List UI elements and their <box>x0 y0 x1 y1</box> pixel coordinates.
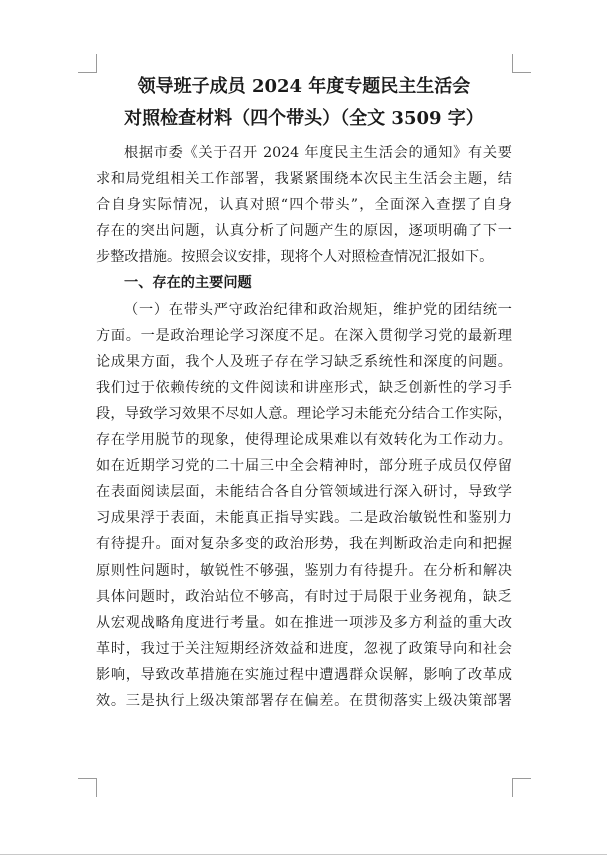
document-title-line-1: 领导班子成员 2024 年度专题民主生活会 <box>137 76 471 97</box>
body-line: 论成果方面，我个人及班子存在学习缺乏系统性和深度的问题。 <box>96 353 512 370</box>
body-line: 方面。一是政治理论学习深度不足。在深入贯彻学习党的最新理 <box>96 327 512 344</box>
body-line: 在表面阅读层面，未能结合各自分管领域进行深入研讨，导致学 <box>96 484 512 501</box>
body-line: 习成果浮于表面，未能真正指导实践。二是政治敏锐性和鉴别力 <box>96 510 512 527</box>
margin-corner-mark-bottom-left <box>78 778 97 797</box>
body-line: 原则性问题时，敏锐性不够强，鉴别力有待提升。在分析和解决 <box>96 562 512 579</box>
body-line: 革时，我过于关注短期经济效益和进度，忽视了政策导向和社会 <box>96 640 512 657</box>
body-line: 具体问题时，政治站位不够高，有时过于局限于业务视角，缺乏 <box>96 588 512 605</box>
body-line: 存在的突出问题，认真分析了问题产生的原因，逐项明确了下一 <box>96 223 512 240</box>
body-line: 效。三是执行上级决策部署存在偏差。在贯彻落实上级决策部署 <box>96 692 512 709</box>
section-heading: 一、存在的主要问题 <box>124 275 252 292</box>
document-body <box>96 140 512 714</box>
body-line: 有待提升。面对复杂多变的政治形势，我在判断政治走向和把握 <box>96 536 512 553</box>
body-line: 影响，导致改革措施在实施过程中遭遇群众误解，影响了改革成 <box>96 666 512 683</box>
margin-corner-mark-top-left <box>78 54 97 73</box>
body-line: 存在学用脱节的现象，使得理论成果难以有效转化为工作动力。 <box>96 432 512 449</box>
body-line: 段，导致学习效果不尽如人意。理论学习未能充分结合工作实际， <box>96 405 512 422</box>
body-line: 合自身实际情况，认真对照“四个带头”，全面深入查摆了自身 <box>96 197 512 214</box>
margin-corner-mark-top-right <box>512 54 531 73</box>
document-title-line-2: 对照检查材料（四个带头）（全文 3509 字） <box>124 108 484 129</box>
body-line: （一）在带头严守政治纪律和政治规矩，维护党的团结统一 <box>124 301 512 318</box>
body-line: 如在近期学习党的二十届三中全会精神时，部分班子成员仅停留 <box>96 458 512 475</box>
body-line: 步整改措施。按照会议安排，现将个人对照检查情况汇报如下。 <box>96 249 494 266</box>
margin-corner-mark-bottom-right <box>512 778 531 797</box>
body-line: 我们过于依赖传统的文件阅读和讲座形式，缺乏创新性的学习手 <box>96 379 512 396</box>
body-line: 根据市委《关于召开 2024 年度民主生活会的通知》有关要 <box>124 145 512 161</box>
body-line: 从宏观战略角度进行考量。如在推进一项涉及多方利益的重大改 <box>96 614 512 631</box>
body-line: 求和局党组相关工作部署，我紧紧围绕本次民主生活会主题，结 <box>96 171 512 188</box>
